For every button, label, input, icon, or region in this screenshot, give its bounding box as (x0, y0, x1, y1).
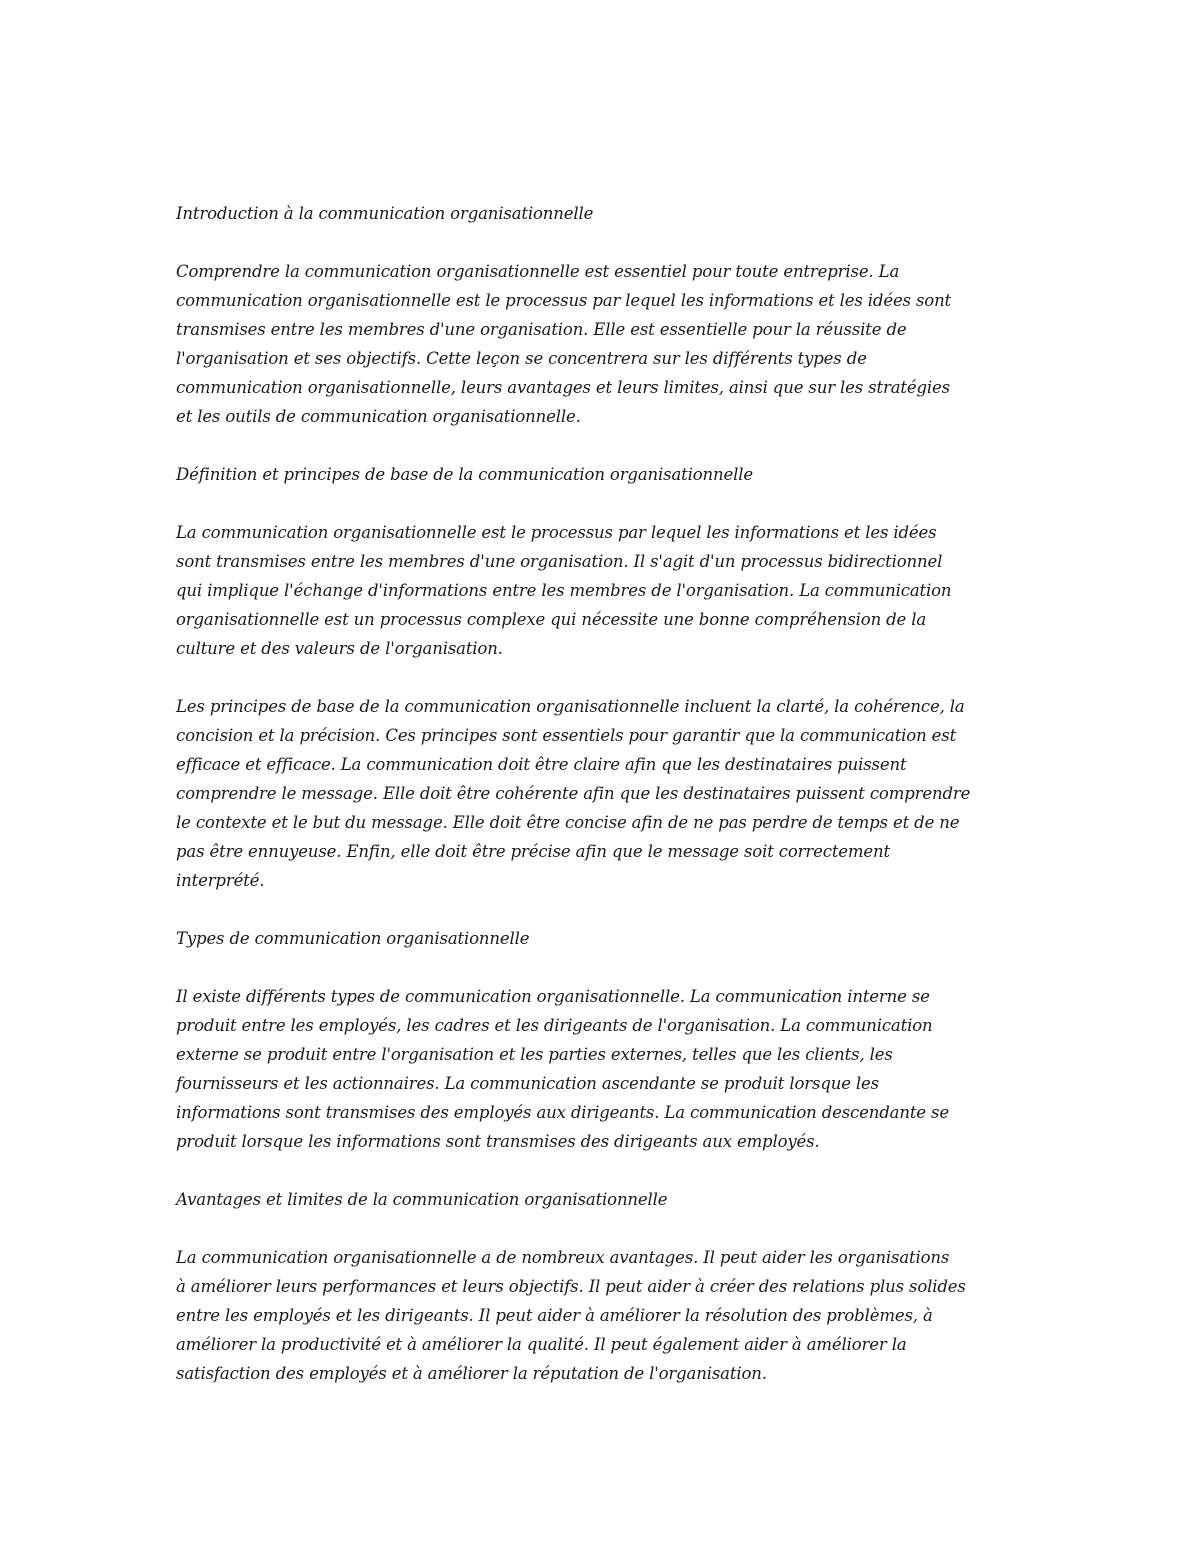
paragraph-types: Il existe différents types de communication organisationnelle. La communication interne se produit entre les employés, les cadres et les dirigeants de l'organisation. La communication externe se produit entre l'organisation et les parties externes, telles que les clients, les fournisseurs et les actionnaires. La communication ascendante se produit lorsque les informations sont transmises des employés aux dirigeants. La communication descendante se produit lorsque les informations sont transmises des dirigeants aux employés. (176, 987, 949, 1151)
paragraph-principles: Les principes de base de la communication organisationnelle incluent la clarté, la cohérence, la concision et la précision. Ces principes sont essentiels pour garantir que la communication est efficace et efficace. La communication doit être claire afin que les destinataires puissent comprendre le message. Elle doit être cohérente afin que les destinataires puissent comprendre le contexte et le but du message. Elle doit être concise afin de ne pas perdre de temps et de ne pas être ennuyeuse. Enfin, elle doit être précise afin que le message soit correctement interprété. (176, 697, 971, 890)
section-heading-advantages: Avantages et limites de la communication organisationnelle (176, 1190, 668, 1209)
paragraph-advantages: La communication organisationnelle a de nombreux avantages. Il peut aider les organisations à améliorer leurs performances et leurs objectifs. Il peut aider à créer des relations plus solides entre les employés et les dirigeants. Il peut aider à améliorer la résolution des problèmes, à améliorer la productivité et à améliorer la qualité. Il peut également aider à améliorer la satisfaction des employés et à améliorer la réputation de l'organisation. (176, 1248, 966, 1383)
paragraph-definition: La communication organisationnelle est le processus par lequel les informations et les idées sont transmises entre les membres d'une organisation. Il s'agit d'un processus bidirectionnel qui implique l'échange d'informations entre les membres de l'organisation. La communication organisationnelle est un processus complexe qui nécessite une bonne compréhension de la culture et des valeurs de l'organisation. (176, 523, 952, 658)
intro-paragraph: Comprendre la communication organisationnelle est essentiel pour toute entreprise. La communication organisationnelle est le processus par lequel les informations et les idées sont transmises entre les membres d'une organisation. Elle est essentielle pour la réussite de l'organisation et ses objectifs. Cette leçon se concentrera sur les différents types de communication organisationnelle, leurs avantages et leurs limites, ainsi que sur les stratégies et les outils de communication organisationnelle. (176, 262, 952, 426)
section-heading-types: Types de communication organisationnelle (176, 929, 530, 948)
document-title: Introduction à la communication organisationnelle (176, 204, 594, 223)
section-heading-definition: Définition et principes de base de la communication organisationnelle (176, 465, 753, 484)
document-page (176, 199, 1036, 1388)
